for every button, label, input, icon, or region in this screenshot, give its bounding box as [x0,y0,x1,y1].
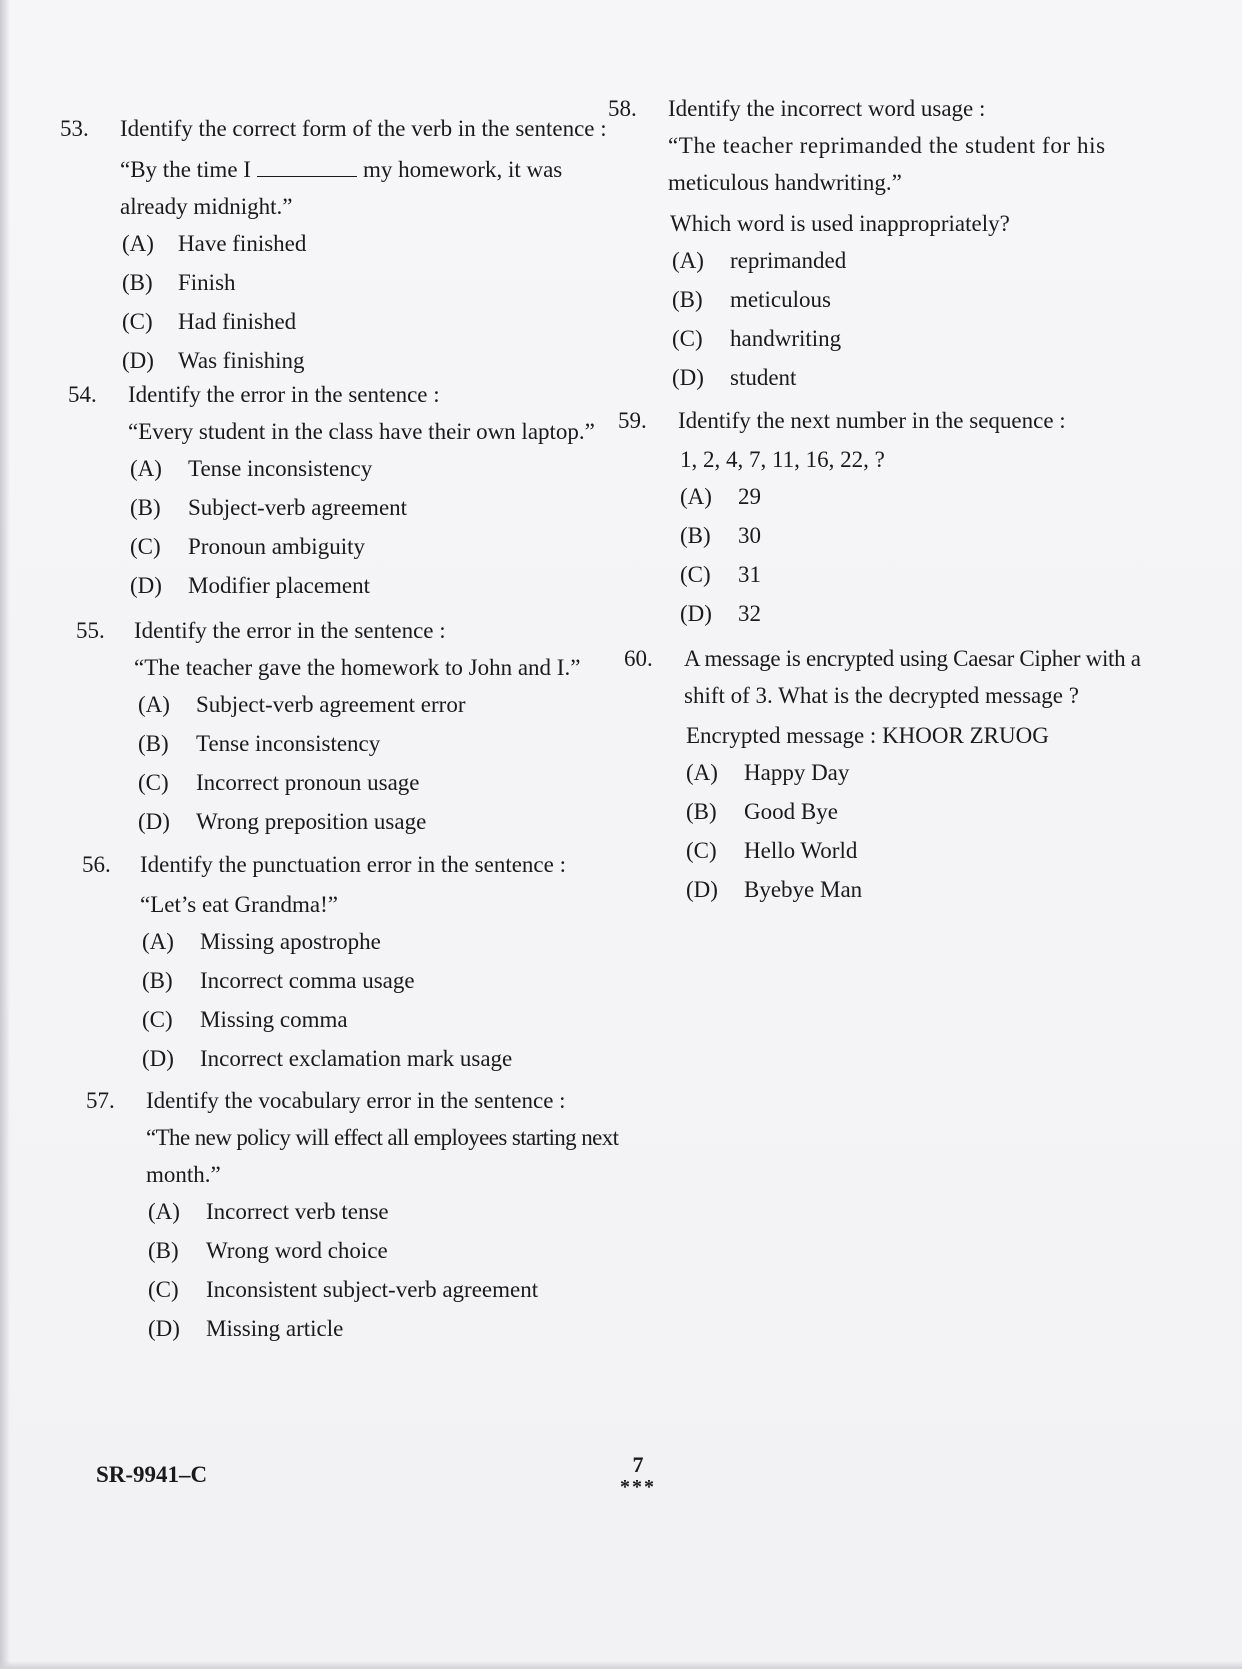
question-number: 58. [608,96,637,121]
option-letter: (A) [142,929,174,954]
option-text: Subject-verb agreement [188,495,408,520]
option-letter: (D) [672,365,704,390]
option-text: Inconsistent subject-verb agreement [206,1277,539,1302]
option-text: Wrong word choice [206,1238,388,1263]
option-letter: (B) [130,495,161,520]
option-letter: (B) [142,968,173,993]
option-text: Incorrect pronoun usage [196,770,420,795]
question-number: 54. [68,382,97,407]
question-59 [618,402,1178,634]
option-letter: (B) [672,287,703,312]
option-letter: (D) [680,601,712,626]
option-text: Incorrect verb tense [206,1199,389,1224]
option-text: student [730,365,797,390]
question-55 [76,612,646,842]
question-prompt: Which word is used inappropriately? [670,211,1010,236]
option-a[interactable] [608,242,1168,281]
option-text: Pronoun ambiguity [188,534,365,559]
option-text: Missing comma [200,1007,348,1032]
option-text: Good Bye [744,799,838,824]
option-text: 31 [738,562,761,587]
option-letter: (D) [142,1046,174,1071]
option-letter: (C) [148,1277,179,1302]
question-quote-continued: month.” [146,1162,221,1187]
question-quote: “The teacher reprimanded the student for his [668,133,1106,158]
option-letter: (B) [148,1238,179,1263]
option-c[interactable] [82,1001,642,1040]
option-letter: (A) [138,692,170,717]
option-text: Missing article [206,1316,344,1341]
option-text: handwriting [730,326,842,351]
option-letter: (D) [686,877,718,902]
question-number: 53. [60,116,89,141]
option-c[interactable] [618,556,1178,595]
option-text: Byebye Man [744,877,863,902]
question-stem: Identify the vocabulary error in the sentence : [146,1088,566,1113]
option-b[interactable] [76,725,646,764]
question-number: 59. [618,408,647,433]
option-c[interactable] [68,528,638,567]
option-c[interactable] [60,303,620,342]
option-letter: (A) [686,760,718,785]
question-60 [624,640,1184,910]
option-letter: (D) [148,1316,180,1341]
question-number: 56. [82,852,111,877]
question-stem: Identify the incorrect word usage : [668,96,986,121]
option-a[interactable] [68,450,638,489]
option-a[interactable] [624,754,1184,793]
question-58 [608,90,1168,398]
question-quote: “The teacher gave the homework to John and I.” [134,655,581,680]
option-d[interactable] [82,1040,642,1079]
question-stem-continued: shift of 3. What is the decrypted message ? [684,683,1079,708]
option-letter: (C) [138,770,169,795]
question-quote-continued: meticulous handwriting.” [668,170,902,195]
option-d[interactable] [624,871,1184,910]
option-letter: (C) [686,838,717,863]
question-53 [60,110,620,381]
option-letter: (A) [130,456,162,481]
option-b[interactable] [624,793,1184,832]
option-text: Subject-verb agreement error [196,692,466,717]
question-stem: Identify the punctuation error in the sentence : [140,852,566,877]
option-letter: (C) [672,326,703,351]
option-letter: (C) [130,534,161,559]
encrypted-message: Encrypted message : KHOOR ZRUOG [686,723,1049,748]
question-stem: Identify the correct form of the verb in the sentence : [120,116,607,141]
question-number: 60. [624,646,653,671]
option-a[interactable] [82,923,642,962]
option-letter: (D) [130,573,162,598]
option-text: Tense inconsistency [196,731,381,756]
question-quote: “Every student in the class have their own laptop.” [128,419,595,444]
option-letter: (C) [122,309,153,334]
option-a[interactable] [86,1193,646,1232]
option-text: Modifier placement [188,573,371,598]
option-text: Hello World [744,838,858,863]
option-letter: (B) [686,799,717,824]
option-letter: (A) [148,1199,180,1224]
option-text: meticulous [730,287,831,312]
question-number: 57. [86,1088,115,1113]
question-number: 55. [76,618,105,643]
option-letter: (C) [680,562,711,587]
option-text: Missing apostrophe [200,929,381,954]
option-letter: (D) [122,348,154,373]
option-text: Wrong preposition usage [196,809,427,834]
option-c[interactable] [608,320,1168,359]
number-sequence: 1, 2, 4, 7, 11, 16, 22, ? [680,447,885,472]
option-text: reprimanded [730,248,847,273]
option-d[interactable] [618,595,1178,634]
option-c[interactable] [86,1271,646,1310]
option-text: Incorrect comma usage [200,968,415,993]
option-text: Happy Day [744,760,850,785]
option-text: Was finishing [178,348,305,373]
option-text: Finish [178,270,236,295]
end-marker: *** [620,1476,656,1498]
page-bottom-shadow [0,1661,1242,1669]
question-stem: Identify the error in the sentence : [134,618,446,643]
question-54 [68,376,638,606]
option-letter: (C) [142,1007,173,1032]
question-stem: A message is encrypted using Caesar Cipher with a [684,646,1141,671]
option-b[interactable] [618,517,1178,556]
booklet-code: SR-9941–C [96,1462,208,1487]
option-d[interactable] [68,567,638,606]
option-b[interactable] [86,1232,646,1271]
option-letter: (B) [138,731,169,756]
option-text: 32 [738,601,761,626]
question-stem: Identify the error in the sentence : [128,382,440,407]
option-letter: (A) [680,484,712,509]
question-quote: “The new policy will effect all employees starting next [146,1125,619,1150]
option-letter: (B) [122,270,153,295]
option-letter: (B) [680,523,711,548]
option-letter: (D) [138,809,170,834]
option-letter: (A) [122,231,154,256]
option-b[interactable] [68,489,638,528]
option-a[interactable] [76,686,646,725]
option-text: 29 [738,484,761,509]
option-text: Have finished [178,231,307,256]
option-a[interactable] [60,225,620,264]
option-c[interactable] [76,764,646,803]
answer-blank [257,158,357,177]
option-d[interactable] [608,359,1168,398]
option-text: Had finished [178,309,297,334]
option-b[interactable] [82,962,642,1001]
option-text: 30 [738,523,761,548]
question-stem: Identify the next number in the sequence : [678,408,1066,433]
option-d[interactable] [76,803,646,842]
question-quote-continued: already midnight.” [120,194,293,219]
option-b[interactable] [608,281,1168,320]
option-b[interactable] [60,264,620,303]
question-56 [82,846,642,1079]
option-a[interactable] [618,478,1178,517]
option-letter: (A) [672,248,704,273]
page-number: 7 [632,1452,644,1477]
option-d[interactable] [86,1310,646,1349]
question-57 [86,1082,646,1349]
question-quote: “By the time I my homework, it was [120,157,563,182]
option-text: Incorrect exclamation mark usage [200,1046,513,1071]
option-c[interactable] [624,832,1184,871]
question-quote: “Let’s eat Grandma!” [140,892,338,917]
option-text: Tense inconsistency [188,456,373,481]
page-edge-shadow [0,0,10,1669]
